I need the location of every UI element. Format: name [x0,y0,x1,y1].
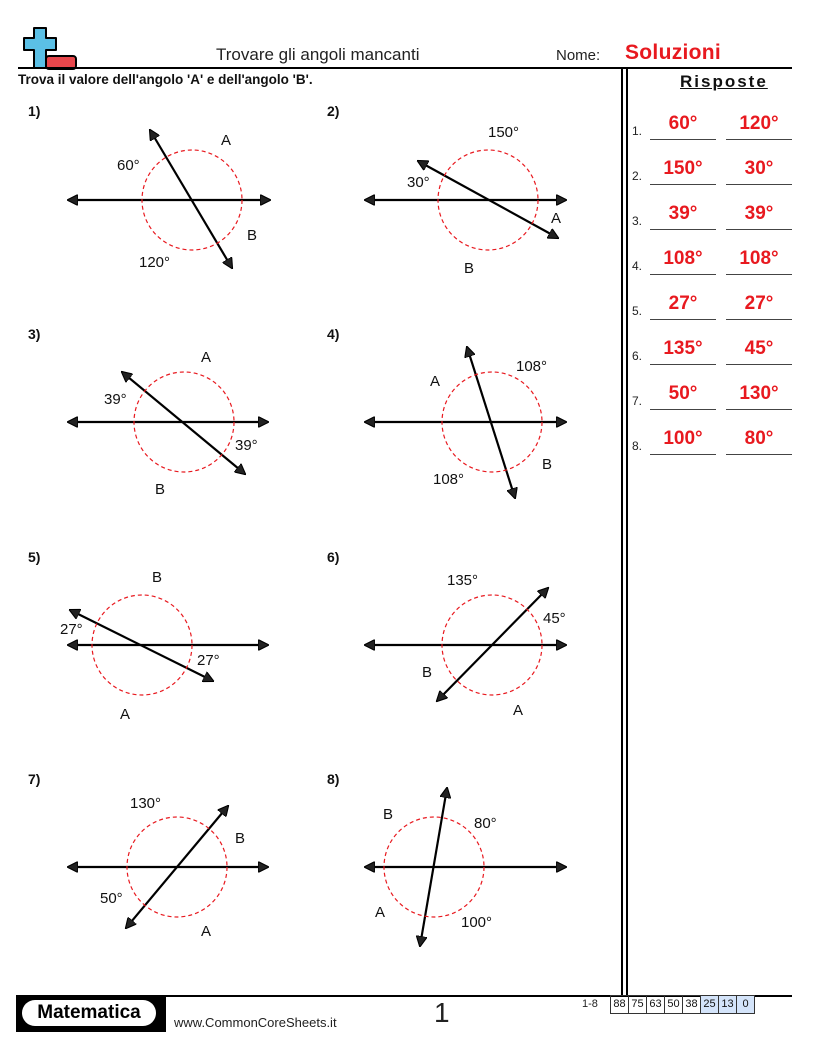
angle-label: 27° [60,621,83,638]
angle-label: 30° [407,174,430,191]
angle-label: 50° [100,890,123,907]
angle-label: A [120,706,131,723]
answer-a-field[interactable]: 150° [650,156,716,185]
answer-b-field[interactable]: 120° [726,111,792,140]
answer-a-field[interactable]: 50° [650,381,716,410]
answer-a-field[interactable]: 135° [650,336,716,365]
answer-b-field[interactable]: 45° [726,336,792,365]
answer-b-field[interactable]: 130° [726,381,792,410]
angle-label: B [422,664,433,681]
angle-label: B [155,481,166,498]
problem-number: 1) [28,103,41,119]
answer-a-field[interactable]: 108° [650,246,716,275]
problem-number: 2) [327,103,340,119]
answer-number: 8. [632,439,643,453]
score-range-label: 1-8 [582,998,598,1010]
angle-label: B [235,830,246,847]
score-cell: 63 [647,995,665,1014]
angle-label: 39° [235,437,258,454]
name-label: Nome: [556,47,601,64]
answer-number: 4. [632,259,643,273]
answer-number: 6. [632,349,643,363]
score-cell: 0 [737,995,755,1014]
problem-number: 6) [327,549,340,565]
page-number: 1 [434,997,450,1028]
answer-number: 5. [632,304,643,318]
angle-label: 130° [130,795,162,812]
angle-label: 60° [117,157,140,174]
answer-a-field[interactable]: 100° [650,426,716,455]
angle-label: 100° [461,914,493,931]
angle-label: B [464,260,475,277]
score-cell: 75 [629,995,647,1014]
instructions: Trova il valore dell'angolo 'A' e dell'angolo 'B'. [18,72,313,87]
answer-row [630,110,800,140]
angle-label: 120° [139,254,171,271]
problem-number: 5) [28,549,41,565]
answer-a-field[interactable]: 27° [650,291,716,320]
angle-label: A [221,132,232,149]
score-cell: 38 [683,995,701,1014]
score-cell: 88 [610,995,629,1014]
answer-a-field[interactable]: 60° [650,111,716,140]
angle-label: 45° [543,610,566,627]
problem-number: 4) [327,326,340,342]
angle-label: B [542,456,553,473]
problem-number: 3) [28,326,41,342]
answer-row [630,335,800,365]
angle-label: 150° [488,124,520,141]
brand-label: Matematica [22,1000,156,1026]
answer-row [630,245,800,275]
answer-row [630,425,800,455]
angle-label: B [247,227,258,244]
score-cell: 13 [719,995,737,1014]
answer-a-field[interactable]: 39° [650,201,716,230]
score-cell: 25 [701,995,719,1014]
answers-heading: Risposte [680,72,768,91]
answer-row [630,380,800,410]
answer-number: 1. [632,124,643,138]
answer-row [630,290,800,320]
angle-label: 108° [433,471,465,488]
angle-label: A [201,349,212,366]
angle-label: 27° [197,652,220,669]
answer-b-field[interactable]: 27° [726,291,792,320]
problem-number: 7) [28,771,41,787]
site-link[interactable]: www.CommonCoreSheets.it [174,1015,337,1030]
problem-number: 8) [327,771,340,787]
angle-label: 80° [474,815,497,832]
answer-number: 2. [632,169,643,183]
angle-label: 39° [104,391,127,408]
angle-label: 108° [516,358,548,375]
angle-label: A [375,904,386,921]
name-value: Soluzioni [625,41,722,64]
angle-label: A [430,373,441,390]
answer-b-field[interactable]: 108° [726,246,792,275]
answer-number: 7. [632,394,643,408]
angle-label: A [513,702,524,719]
answer-column-divider [626,68,628,996]
brand-badge [16,995,166,1032]
answer-b-field[interactable]: 39° [726,201,792,230]
angle-label: A [551,210,562,227]
angle-label: A [201,923,212,940]
answer-row [630,155,800,185]
answer-number: 3. [632,214,643,228]
score-table [610,995,755,1014]
answer-row [630,200,800,230]
score-cell: 50 [665,995,683,1014]
answer-column-divider [621,68,623,996]
angle-label: 135° [447,572,479,589]
angle-label: B [152,569,163,586]
angle-label: B [383,806,394,823]
answer-b-field[interactable]: 80° [726,426,792,455]
answer-b-field[interactable]: 30° [726,156,792,185]
worksheet-title: Trovare gli angoli mancanti [216,45,420,64]
